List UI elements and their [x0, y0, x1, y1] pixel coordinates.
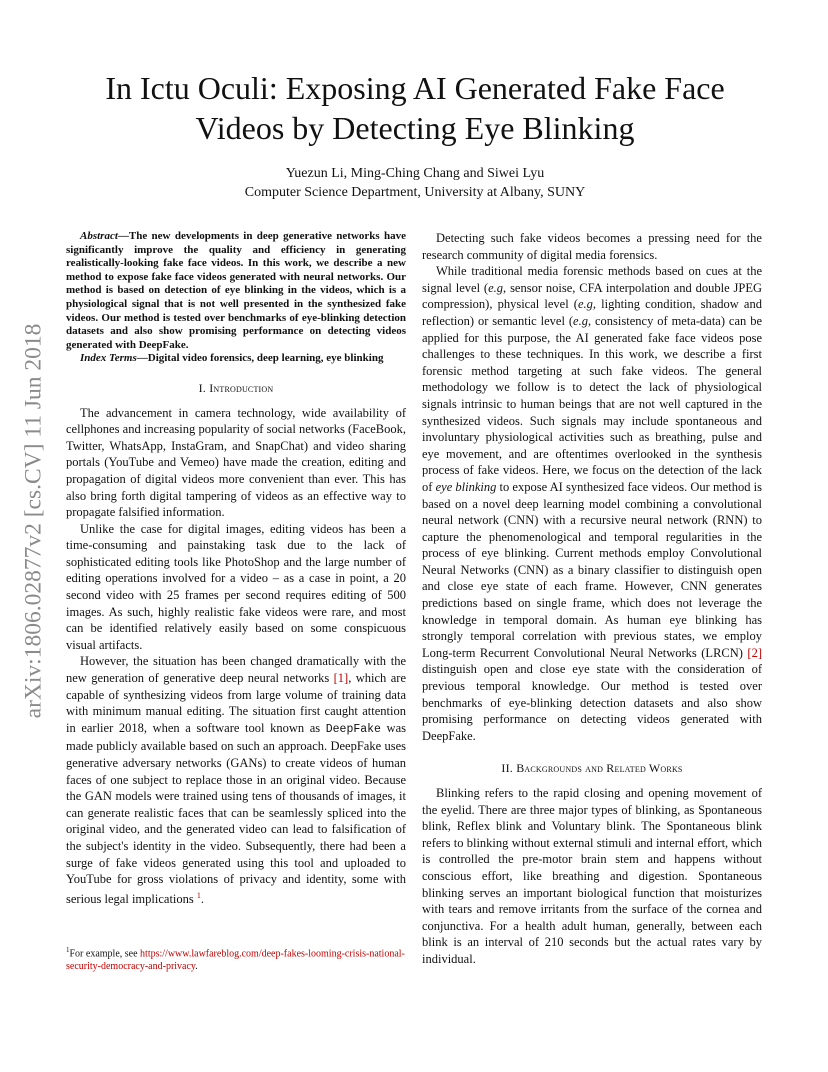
footnote-url-link[interactable]: https://www.lawfareblog.com/deep-fakes-looming-crisis-national-security-democracy-and-privacy [66, 948, 405, 973]
right-p2-text-d: , consistency of meta-data) can be applied for this purpose, the AI generated fake face videos pose challenges to these techniques. In this work, we describe a first forensic method targeting at such fake videos. The general methodology we follow is to detect the lack of physiological signals intrinsic to human beings that are not well captured in the synthesized videos. Such signals may include spontaneous and involuntary physiological activities such as breathing, pulse and eye movement, and are oftentimes overlooked in the synthesis process of fake videos. Here, we focus on the detection of the lack of [422, 313, 762, 494]
deepfake-code-term: DeepFake [325, 722, 381, 736]
right-column [422, 230, 762, 968]
intro-p3-text-a: However, the situation has been changed dramatically with the new generation of generative deep neural networks [66, 654, 406, 686]
footnote-number: 1 [66, 946, 70, 954]
author-names: Yuezun Li, Ming-Ching Chang and Siwei Lyu [285, 166, 545, 181]
intro-paragraph-2: Unlike the case for digital images, editing videos has been a time-consuming and painstaking task due to the lack of sophisticated editing tools like PhotoShop and the large number of editing operations involved for a video – as a case in point, a 20 second video with 25 frames per second requires editing of 500 images. As such, highly realistic fake videos were rare, and most can be identified relatively easily based on some conspicuous visual artifacts. [66, 521, 406, 652]
section-heading-introduction: I. Introduction [198, 380, 274, 395]
author-block [60, 164, 770, 202]
intro-p3-text-b: , which are capable of synthesizing videos from large volume of training data with minimum manual editing. The situation first caught attention in earlier 2018, when a software tool known as [66, 671, 406, 735]
intro-paragraph-3 [66, 653, 406, 907]
eg-term-1: e.g [488, 280, 504, 295]
index-terms-text: —Digital video forensics, deep learning, eye blinking [136, 352, 384, 365]
intro-paragraph-1: The advancement in camera technology, wide availability of cellphones and increasing popularity of social networks (FaceBook, Twitter, WhatsApp, InstaGram, and SnapChat) and video sharing portals (YouTube and Vemeo) have made the creation, editing and propagation of digital videos more convenient than ever. This has also bring forth digital tampering of videos as an effective way to propagate falsified information. [66, 405, 406, 520]
right-paragraph-1: Detecting such fake videos becomes a pressing need for the research community of digital media forensics. [422, 231, 762, 262]
intro-p3-end: . [200, 891, 205, 906]
right-paragraph-2 [422, 263, 762, 744]
citation-link-1[interactable]: [1] [333, 671, 349, 686]
author-affiliation: Computer Science Department, University at Albany, SUNY [244, 185, 586, 200]
footnote-text: For example, see [69, 948, 141, 960]
arxiv-identifier [22, 286, 46, 756]
left-column [66, 230, 406, 908]
citation-link-2[interactable]: [2] [747, 645, 762, 660]
arxiv-identifier-text: arXiv:1806.02877v2 [cs.CV] 11 Jun 2018 [20, 323, 47, 719]
abstract-text: —The new developments in deep generative networks have significantly improve the quality and efficiency in generating realistically-looking fake face videos. In this work, we describe a new method to expose fake face videos generated with neural networks. Our method is based on detection of eye blinking in the videos, which is a physiological signal that is not well presented in the synthesized fake videos. Our method is tested over benchmarks of eye-blinking detection datasets and also show promising performance on detecting videos generated with DeepFake. [66, 230, 406, 351]
intro-p3-text-c: was made publicly available based on such an approach. DeepFake uses generative adversary networks (GANs) to create videos of human faces of one subject to replace those in an original video. Because the GAN models were trained using tens of thousands of images, it can generate realistic faces that can be seamlessly spliced into the original video, and the generated video can lead to falsification of the subject's identity in the video. Subsequently, there had been a surge of fake videos generated using this tool and uploaded to YouTube for gross violations of privacy and identity, some with serious legal implications [66, 720, 406, 906]
eg-term-2: e.g [577, 297, 593, 312]
right-p2-text-e: to expose AI synthesized face videos. Our method is based on a novel deep learning model combining a convolutional neural network (CNN) with a recursive neural network (RNN) to capture the phenomenological and temporal regularities in the process of eye blinking. Current methods employ Convolutional Neural Networks (CNN) as a binary classifier to distinguish open and close eye state of each frame. However, CNN generates predictions based on single frame, which does not leverage the knowledge in temporal domain. As human eye blinking has strongly temporal correlation with previous states, we employ Long-term Recurrent Convolutional Neural Networks (LRCN) [422, 479, 762, 660]
right-p2-text-b: , sensor noise, CFA interpolation and double JPEG compression), physical level ( [422, 280, 762, 312]
right-p2-text-a: While traditional media forensic methods based on cues at the signal level ( [422, 264, 762, 295]
eye-blinking-term: eye blinking [435, 479, 497, 494]
abstract [66, 230, 406, 366]
abstract-label: Abstract [80, 230, 118, 242]
footnote [66, 944, 406, 973]
section-heading-backgrounds: II. Backgrounds and Related Works [501, 761, 683, 776]
paper-title: In Ictu Oculi: Exposing AI Generated Fake Face Videos by Detecting Eye Blinking [105, 70, 725, 146]
footnote-end: . [195, 961, 198, 973]
eg-term-3: e.g [573, 313, 588, 328]
right-p2-text-f: distinguish open and close eye state with the consideration of previous temporal knowledge. Our method is tested over benchmarks of eye-blinking detection datasets and also show promising performance on detecting videos generated with DeepFake. [422, 662, 762, 743]
footnote-marker-link[interactable]: 1 [196, 890, 201, 900]
backgrounds-paragraph-1: Blinking refers to the rapid closing and opening movement of the eyelid. There are three major types of blinking, as Spontaneous blink, Reflex blink and Voluntary blink. The Spontaneous blink refers to blinking without external stimuli and internal effort, which is controlled the pre-motor brain stem and happens without conscious effort, like breathing and digestion. Spontaneous blinking serves an important biological function that moisturizes with tears and remove irritants from the surface of the cornea and conjunctiva. For a health adult human, generally, between each blink is an interval of 210 seconds but the actual rates vary by individual. [422, 786, 762, 966]
index-terms-label: Index Terms [80, 352, 137, 365]
right-p2-text-c: , lighting condition, shadow and reflection) or semantic level ( [422, 297, 762, 328]
